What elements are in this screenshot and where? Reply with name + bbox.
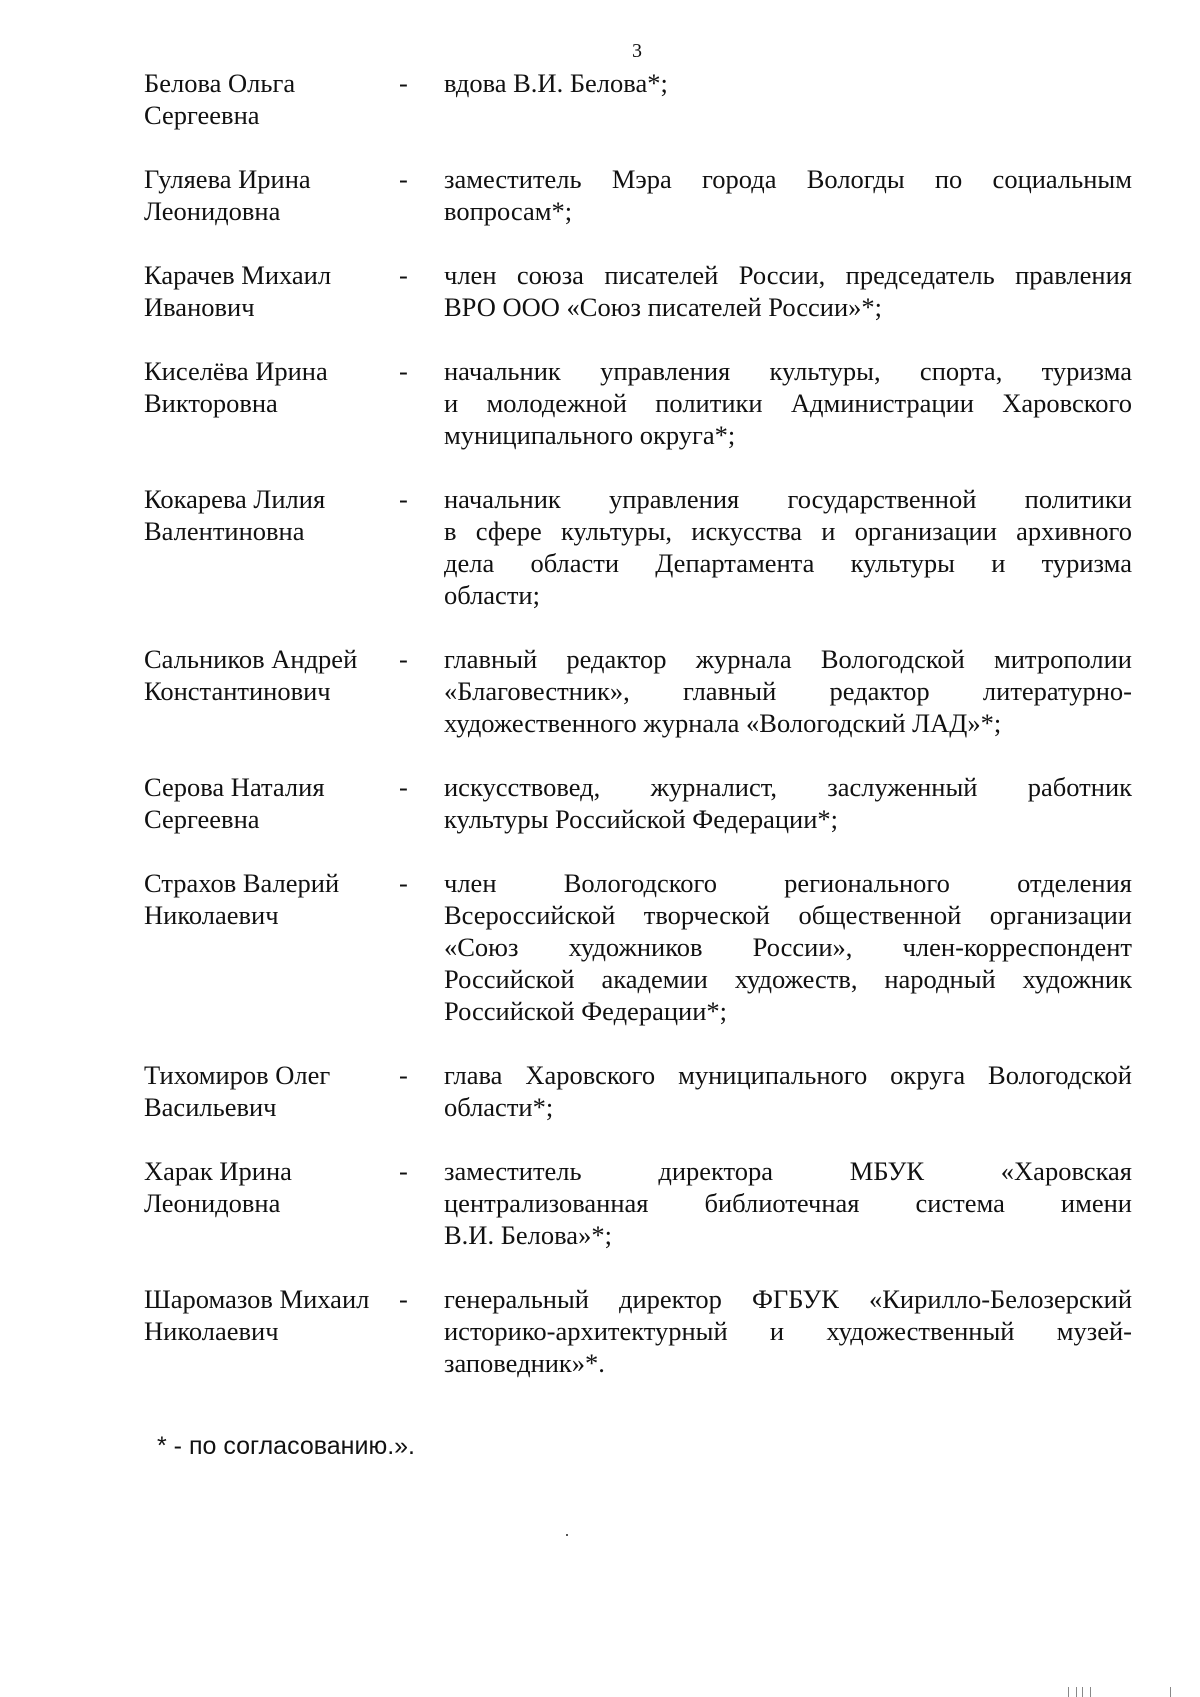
member-name-line: Сергеевна — [144, 100, 260, 130]
separator-dash: - — [399, 868, 408, 898]
member-name-line: Леонидовна — [144, 1188, 281, 1218]
member-position — [444, 163, 1132, 227]
separator-dash: - — [399, 68, 408, 98]
member-position-line: ВРО ООО «Союз писателей России»*; — [444, 292, 883, 322]
member-position-line: художественного журнала «Вологодский ЛАД»*; — [444, 708, 1002, 738]
member-name — [144, 771, 404, 835]
member-position-line: В.И. Белова»*; — [444, 1220, 612, 1250]
page-number: 3 — [632, 40, 642, 62]
member-position-line: централизованная библиотечная система имени — [444, 1188, 1132, 1218]
member-position-line: вдова В.И. Белова*; — [444, 68, 668, 98]
member-position-line: «Союз художников России», член-корреспондент — [444, 932, 1132, 962]
member-position — [444, 1155, 1132, 1251]
member-name-line: Белова Ольга — [144, 68, 296, 98]
separator-dash: - — [399, 644, 408, 674]
member-name-line: Серова Наталия — [144, 772, 325, 802]
member-position — [444, 259, 1132, 323]
member-position — [444, 483, 1132, 611]
member-name-line: Сальников Андрей — [144, 644, 358, 674]
member-name-line: Шаромазов Михаил — [144, 1284, 370, 1314]
member-position-line: Российской академии художеств, народный художник — [444, 964, 1132, 994]
member-position-line: заместитель директора МБУК «Харовская — [444, 1156, 1132, 1186]
member-name-line: Страхов Валерий — [144, 868, 340, 898]
separator-dash: - — [399, 164, 408, 194]
member-entry — [0, 643, 1200, 739]
member-name — [144, 259, 404, 323]
member-name-line: Карачев Михаил — [144, 260, 332, 290]
member-name-line: Николаевич — [144, 1316, 279, 1346]
member-position-line: в сфере культуры, искусства и организации архивного — [444, 516, 1132, 546]
member-position-line: «Благовестник», главный редактор литературно- — [444, 676, 1132, 706]
member-position-line: муниципального округа*; — [444, 420, 736, 450]
member-entry — [0, 67, 1200, 131]
member-position-line: заповедник»*. — [444, 1348, 605, 1378]
member-entry — [0, 1155, 1200, 1251]
member-position-line: член Вологодского регионального отделения — [444, 868, 1132, 898]
member-name-line: Константинович — [144, 676, 331, 706]
scan-dot — [566, 1534, 568, 1536]
member-name-line: Гуляева Ирина — [144, 164, 311, 194]
member-position-line: Всероссийской творческой общественной организации — [444, 900, 1132, 930]
separator-dash: - — [399, 1156, 408, 1186]
member-position — [444, 1059, 1132, 1123]
member-position-line: начальник управления культуры, спорта, туризма — [444, 356, 1132, 386]
member-name-line: Харак Ирина — [144, 1156, 292, 1186]
member-position-line: области*; — [444, 1092, 554, 1122]
member-name-line: Васильевич — [144, 1092, 277, 1122]
member-position-line: член союза писателей России, председатель правления — [444, 260, 1132, 290]
member-position-line: глава Харовского муниципального округа Вологодской — [444, 1060, 1132, 1090]
footnote: * - по согласованию.». — [157, 1432, 415, 1460]
member-entry — [0, 867, 1200, 1027]
member-position — [444, 867, 1132, 1027]
member-name-line: Леонидовна — [144, 196, 281, 226]
member-name — [144, 1155, 404, 1219]
member-name — [144, 163, 404, 227]
member-entry — [0, 771, 1200, 835]
member-position-line: вопросам*; — [444, 196, 573, 226]
member-position-line: генеральный директор ФГБУК «Кирилло-Белозерский — [444, 1284, 1132, 1314]
member-position-line: заместитель Мэра города Вологды по социальным — [444, 164, 1132, 194]
scan-edge-marks — [1060, 1685, 1180, 1697]
member-name-line: Викторовна — [144, 388, 278, 418]
member-name — [144, 1059, 404, 1123]
member-position-line: области; — [444, 580, 540, 610]
member-name — [144, 867, 404, 931]
member-list — [0, 67, 1200, 1379]
member-entry — [0, 163, 1200, 227]
member-name-line: Тихомиров Олег — [144, 1060, 331, 1090]
member-position-line: историко-архитектурный и художественный музей- — [444, 1316, 1132, 1346]
separator-dash: - — [399, 772, 408, 802]
member-name-line: Сергеевна — [144, 804, 260, 834]
separator-dash: - — [399, 1284, 408, 1314]
member-position — [444, 643, 1132, 739]
member-position-line: начальник управления государственной политики — [444, 484, 1132, 514]
member-entry — [0, 1059, 1200, 1123]
separator-dash: - — [399, 356, 408, 386]
member-name-line: Иванович — [144, 292, 255, 322]
member-name-line: Валентиновна — [144, 516, 305, 546]
member-name — [144, 67, 404, 131]
separator-dash: - — [399, 1060, 408, 1090]
member-position — [444, 1283, 1132, 1379]
member-position — [444, 67, 1132, 99]
member-name-line: Киселёва Ирина — [144, 356, 328, 386]
member-position-line: искусствовед, журналист, заслуженный работник — [444, 772, 1132, 802]
member-position-line: главный редактор журнала Вологодской митрополии — [444, 644, 1132, 674]
member-position-line: Российской Федерации*; — [444, 996, 727, 1026]
member-name-line: Кокарева Лилия — [144, 484, 326, 514]
member-entry — [0, 1283, 1200, 1379]
member-entry — [0, 483, 1200, 611]
member-position-line: культуры Российской Федерации*; — [444, 804, 839, 834]
member-entry — [0, 259, 1200, 323]
member-name — [144, 355, 404, 419]
member-name-line: Николаевич — [144, 900, 279, 930]
member-position — [444, 771, 1132, 835]
member-name — [144, 1283, 404, 1347]
member-entry — [0, 355, 1200, 451]
member-position-line: дела области Департамента культуры и туризма — [444, 548, 1132, 578]
member-position-line: и молодежной политики Администрации Харовского — [444, 388, 1132, 418]
member-name — [144, 643, 404, 707]
member-name — [144, 483, 404, 547]
separator-dash: - — [399, 260, 408, 290]
separator-dash: - — [399, 484, 408, 514]
member-position — [444, 355, 1132, 451]
